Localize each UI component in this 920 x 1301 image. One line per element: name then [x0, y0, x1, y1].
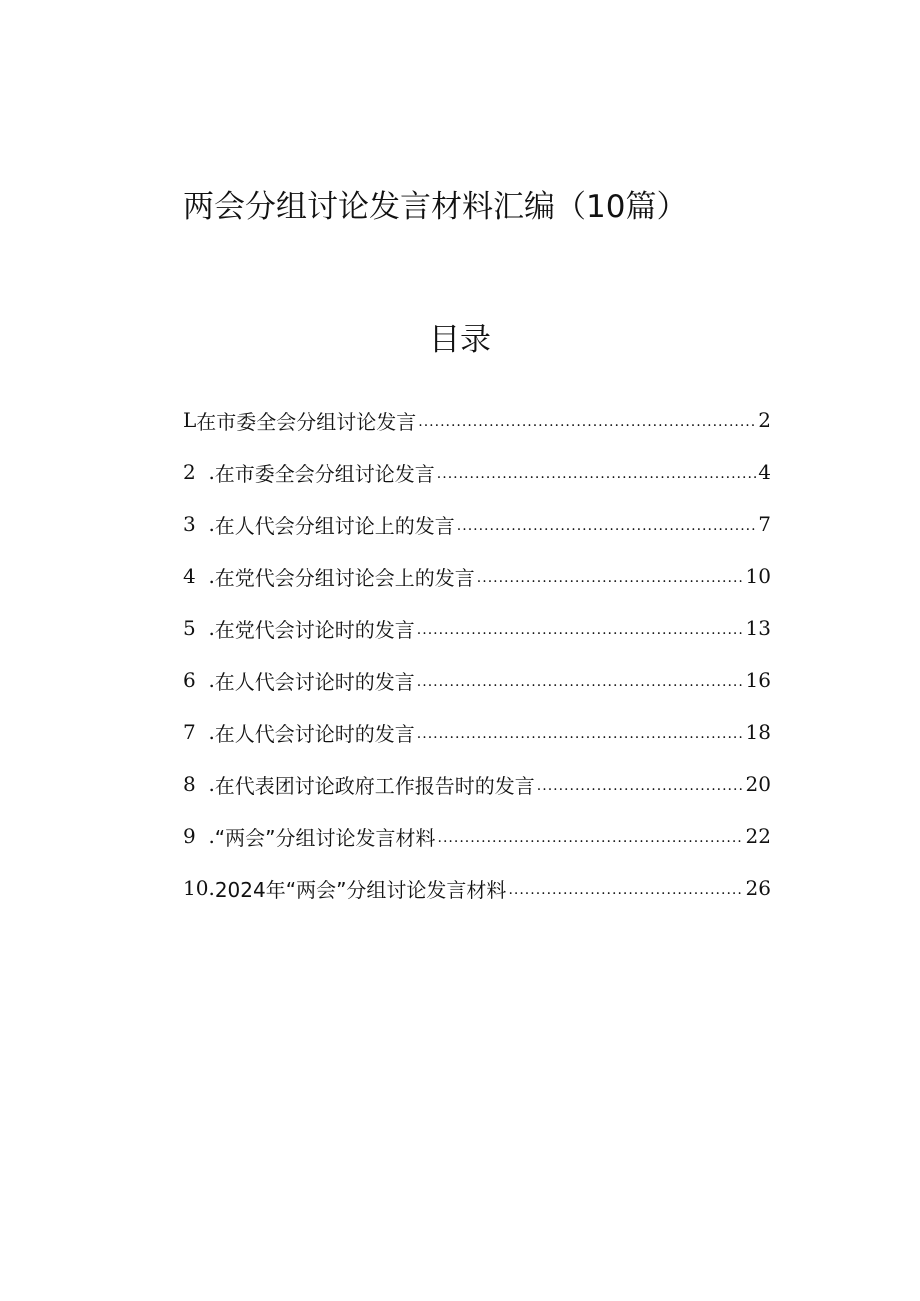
toc-entry-page: 16 [745, 668, 771, 692]
toc-dot-leader [537, 778, 744, 794]
toc-entry-title: 在代表团讨论政府工作报告时的发言 [214, 773, 535, 798]
table-of-contents [183, 394, 771, 914]
toc-dot-leader [417, 726, 744, 742]
toc-dot-leader [457, 518, 756, 534]
toc-entry[interactable] [183, 394, 771, 446]
toc-entry-title: 在市委全会分组讨论发言 [214, 461, 435, 486]
toc-entry-number: 6 . [183, 668, 215, 692]
toc-entry-number: 3 . [183, 512, 215, 536]
toc-entry-page: 20 [745, 772, 771, 796]
toc-entry-number: 2 . [183, 460, 215, 484]
toc-entry-number: 9 . [183, 824, 215, 848]
toc-heading: 目录 [429, 322, 491, 358]
toc-dot-leader [477, 570, 744, 586]
toc-entry-page: 10 [745, 564, 771, 588]
toc-entry-page: 22 [745, 824, 771, 848]
toc-entry-number: 4 . [183, 564, 215, 588]
toc-entry[interactable] [183, 810, 771, 862]
toc-entry[interactable] [183, 862, 771, 914]
toc-entry-title: 在市委全会分组讨论发言 [196, 409, 417, 434]
toc-dot-leader [438, 830, 744, 846]
toc-entry[interactable] [183, 758, 771, 810]
toc-entry-number: 8 . [183, 772, 215, 796]
document-title: 两会分组讨论发言材料汇编（10篇） [183, 189, 688, 225]
toc-dot-leader [418, 414, 756, 430]
toc-entry-number: L [183, 408, 197, 432]
toc-entry-page: 7 [758, 512, 771, 536]
toc-entry-page: 4 [758, 460, 771, 484]
toc-entry-page: 26 [745, 876, 771, 900]
toc-entry-number: 7 . [183, 720, 215, 744]
toc-entry-title: “两会”分组讨论发言材料 [214, 825, 436, 850]
toc-entry-title: 2024年“两会”分组讨论发言材料 [214, 877, 507, 902]
toc-entry-page: 18 [745, 720, 771, 744]
toc-entry[interactable] [183, 446, 771, 498]
toc-dot-leader [417, 674, 744, 690]
toc-entry-title: 在人代会分组讨论上的发言 [214, 513, 455, 538]
toc-dot-leader [417, 622, 744, 638]
toc-entry-number: 5 . [183, 616, 215, 640]
toc-entry[interactable] [183, 498, 771, 550]
toc-entry-number: 10. [183, 876, 215, 900]
toc-dot-leader [437, 466, 756, 482]
toc-entry[interactable] [183, 654, 771, 706]
toc-entry-title: 在党代会讨论时的发言 [214, 617, 415, 642]
toc-entry-title: 在人代会讨论时的发言 [214, 669, 415, 694]
toc-entry-title: 在党代会分组讨论会上的发言 [214, 565, 475, 590]
toc-entry-title: 在人代会讨论时的发言 [214, 721, 415, 746]
toc-entry-page: 2 [758, 408, 771, 432]
toc-entry[interactable] [183, 602, 771, 654]
toc-entry[interactable] [183, 550, 771, 602]
toc-dot-leader [508, 882, 743, 898]
toc-entry[interactable] [183, 706, 771, 758]
toc-entry-page: 13 [745, 616, 771, 640]
